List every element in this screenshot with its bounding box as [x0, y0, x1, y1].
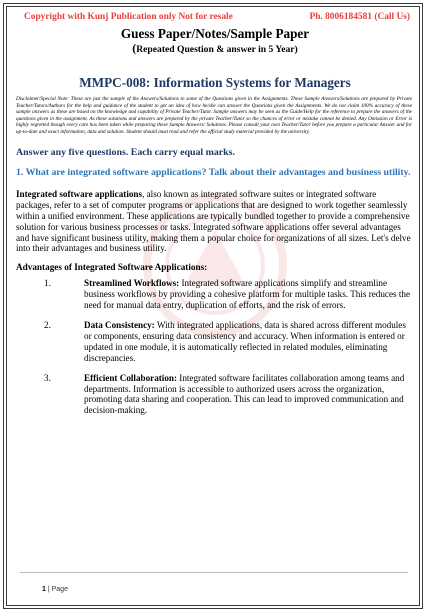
page-content	[16, 12, 414, 425]
page-footer	[42, 586, 68, 593]
list-item-number: 3.	[44, 372, 51, 383]
document-header-subtitle	[16, 42, 414, 56]
page-label: Page	[51, 586, 68, 593]
list-item-title: Efficient Collaboration:	[84, 372, 178, 383]
list-item-title: Streamlined Workflows:	[84, 278, 180, 289]
intro-paragraph	[16, 189, 414, 254]
page-number: 1	[42, 586, 46, 593]
list-item-number: 1.	[44, 278, 51, 289]
list-item	[16, 373, 414, 417]
intro-term: Integrated software applications	[16, 188, 143, 199]
list-item-text	[70, 278, 414, 311]
list-item-text	[70, 373, 414, 417]
subtitle-paren-close: )	[294, 44, 298, 55]
subtitle-paren-open: (	[132, 41, 137, 55]
list-item-text	[70, 320, 414, 364]
list-item	[16, 278, 414, 311]
advantages-heading: Advantages of Integrated Software Applications:	[16, 262, 208, 273]
list-item-number: 2.	[44, 320, 51, 331]
footer-divider	[20, 572, 408, 573]
footer-separator: |	[45, 586, 52, 593]
course-title: MMPC-008: Information Systems for Managers	[79, 75, 351, 90]
disclaimer-note: Disclaimer/Special Note: These are just the sample of the Answers/Solutions to some of the Questions given in the Assignments. These Sample Answers/Solutions are prepared by Private Teacher/Tutors/Authors for the help and guidance of the student to get an idea of how he/she can answer the Questions given the Assignments. We do not claim 100% accuracy of these sample answers as these are based on the knowledge and capability of Private Teacher/Tutor. Sample answers may be seen as the Guide/Help for the reference to prepare the answers of the questions given in the assignment. As these solutions and answers are prepared by the private Teacher/Tutor so the chances of error or mistake cannot be denied. Any Omission or Error is highly regretted though every care has been taken while preparing these Sample Answers/ Solutions. Please consult your own Teacher/Tutor before you prepare a particular Answer and for up-to-date and exact information, data and solution. Student should must read and refer the official study material provided by the university.	[16, 96, 412, 135]
list-item-title: Data Consistency:	[84, 320, 155, 331]
intro-text: , also known as integrated software suites or integrated software packages, refer to a set of computer programs or applications that are designed to work together seamlessly within a unified environment. These applications are typically bundled together to provide a comprehensive solution for various business processes or tasks. Integrated software applications offer several advantages and have significant business utility, making them a popular choice for organizations of all sizes. Let's delve into their advantages and business utility.	[16, 188, 411, 254]
list-item-body: Integrated software facilitates collaboration among teams and departments. Information is accessible to authorized users across the organization, promoting data sharing and cooperation. This can lead to improved communication and decision-making.	[84, 372, 405, 416]
exam-instruction: Answer any five questions. Each carry equal marks.	[16, 147, 235, 159]
copyright-notice	[16, 12, 414, 22]
list-item-body: With integrated applications, data is shared across different modules or components, ensuring data consistency and accuracy. When information is entered or updated in one module, it is automatically reflected in related modules, eliminating discrepancies.	[84, 320, 406, 363]
list-item-body: Integrated software applications simplify and streamline business workflows by providing a cohesive platform for multiple tasks. This reduces the need for manual data entry, duplication of efforts, and the risk of errors.	[84, 278, 410, 311]
document-header-title: Guess Paper/Notes/Sample Paper	[120, 26, 310, 41]
list-item	[16, 320, 414, 364]
copyright-text: Copyright with Kunj Publication only Not for resale	[24, 12, 233, 22]
contact-phone: Ph. 8006184581 (Call Us)	[309, 12, 410, 22]
advantages-list	[16, 278, 414, 416]
question-heading: 1. What are integrated software applications? Talk about their advantages and business utility.	[16, 167, 411, 179]
subtitle-text: Repeated Question & answer in 5 Year	[136, 44, 295, 55]
